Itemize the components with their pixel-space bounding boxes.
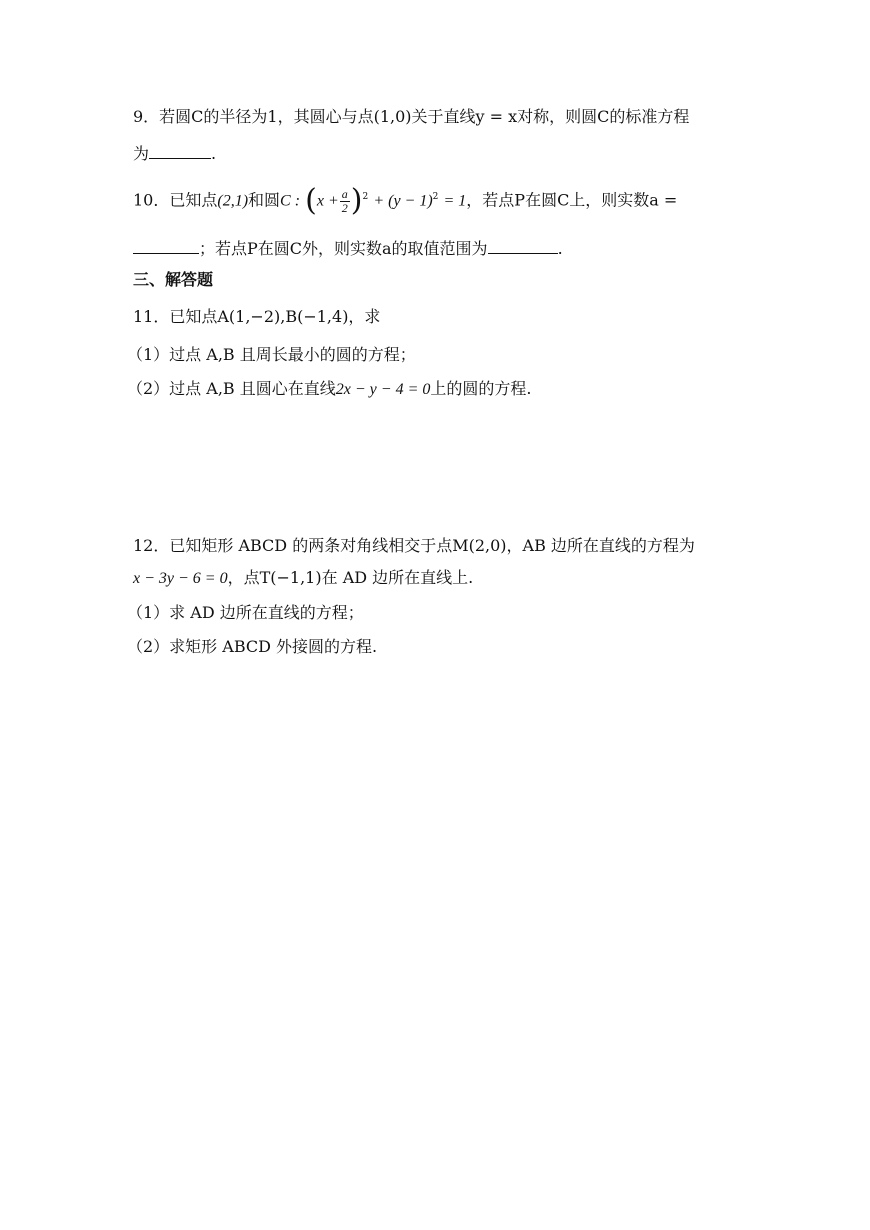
q10-point: (2,1) (217, 192, 249, 210)
q10-left-paren: ( (305, 183, 317, 218)
q10-circle-label: C : (280, 192, 301, 210)
q10-frac-num: a (341, 186, 348, 201)
q10-line2 (133, 237, 563, 260)
q10-y-part: + (y − 1) (373, 192, 433, 210)
q10-x-part: x + (316, 192, 339, 210)
q9-line2-suffix: . (211, 144, 217, 163)
q9-line2 (133, 142, 216, 165)
q12-line1: 12．已知矩形 ABCD 的两条对角线相交于点M(2,0)，AB 边所在直线的方程为 (133, 536, 695, 555)
section-heading: 三、解答题 (133, 270, 214, 289)
q9-answer-blank[interactable] (149, 142, 211, 159)
q10-line1 (133, 183, 678, 218)
q10-answer-blank-1[interactable] (133, 237, 199, 254)
q11-part2-suffix: 上的圆的方程. (430, 379, 532, 398)
q10-fraction (340, 188, 350, 215)
q12-line2-rest: ，点T(−1,1)在 AD 边所在直线上. (227, 568, 474, 587)
q12-line2-eq: x − 3y − 6 = 0 (133, 570, 228, 587)
q9-line1: 9．若圆C的半径为1，其圆心与点(1,0)关于直线y = x对称，则圆C的标准方程 (133, 107, 690, 126)
q10-prefix: 10．已知点 (133, 190, 218, 210)
q10-answer-blank-2[interactable] (488, 237, 558, 254)
q10-tail1: ，若点P在圆C上，则实数a = (466, 190, 678, 210)
q10-frac-den: 2 (341, 200, 348, 215)
q12-part1: （1）求 AD 边所在直线的方程； (127, 603, 364, 622)
q10-right-paren: ) (350, 183, 363, 218)
q10-line2-end: . (557, 239, 563, 258)
q10-exp1: 2 (362, 192, 369, 203)
q10-line2-mid: ；若点P在圆C外，则实数a的取值范围为 (199, 239, 488, 258)
q11-part1: （1）过点 A,B 且周长最小的圆的方程； (127, 345, 416, 364)
q12-line2 (133, 567, 473, 590)
q11-stem: 11．已知点A(1,−2),B(−1,4)，求 (133, 307, 381, 326)
q10-mid: 和圆 (248, 190, 281, 210)
q11-part2-prefix: （2）过点 A,B 且圆心在直线 (127, 379, 336, 398)
q9-line2-prefix: 为 (133, 144, 150, 163)
q11-part2-eq: 2x − y − 4 = 0 (335, 381, 431, 398)
q12-part2: （2）求矩形 ABCD 外接圆的方程. (127, 637, 378, 656)
q10-eq: = 1 (443, 192, 467, 210)
q11-part2 (127, 378, 531, 401)
q10-exp2: 2 (432, 192, 439, 203)
